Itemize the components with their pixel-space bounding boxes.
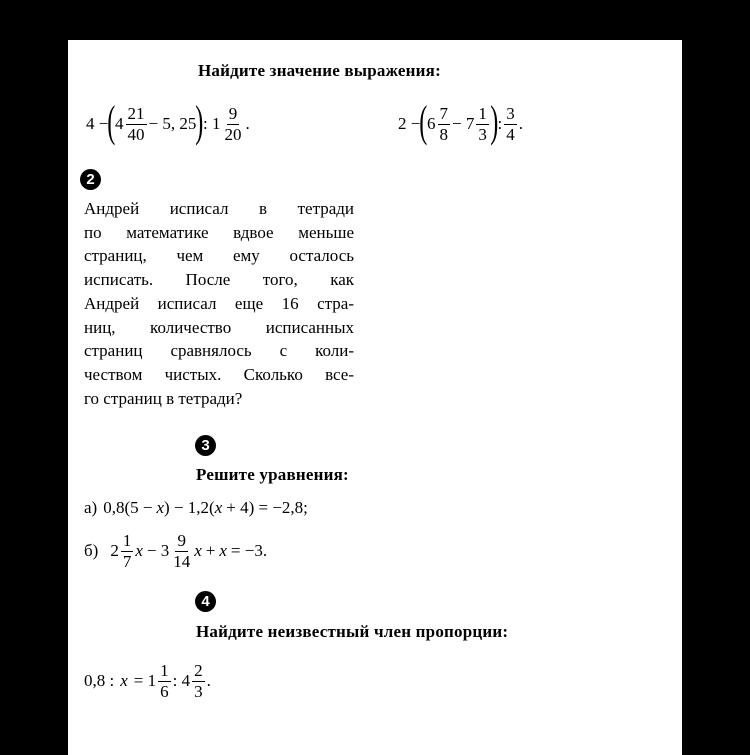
prop-colon: : 4 <box>172 671 191 690</box>
denominator: 4 <box>506 124 515 144</box>
fraction <box>192 662 205 701</box>
variable-x: x <box>156 498 165 517</box>
numerator: 1 <box>478 103 487 123</box>
variable-x: x <box>120 671 128 690</box>
numerator: 9 <box>177 530 186 550</box>
eq-a-label: а) <box>84 498 98 517</box>
numerator: 9 <box>228 103 238 123</box>
numerator: 21 <box>127 103 145 123</box>
eq-b-label: б) <box>84 541 99 560</box>
numerator: 1 <box>160 660 169 680</box>
fraction <box>126 105 147 144</box>
expr-b-whole1: 6 <box>427 114 436 133</box>
expression-b <box>398 94 523 154</box>
variable-x: x <box>214 498 223 517</box>
task3-badge: 3 <box>195 435 216 456</box>
eq-a-part3: + 4) = −2,8; <box>226 498 308 517</box>
task2-text <box>84 197 354 410</box>
prop-eq: = 1 <box>133 671 157 690</box>
fraction <box>171 532 192 571</box>
fraction <box>222 105 243 144</box>
eq-a-part2: ) − 1,2( <box>164 498 215 517</box>
fraction <box>504 105 517 144</box>
variable-x: x <box>219 541 227 560</box>
task1-title: Найдите значение выражения: <box>198 61 441 80</box>
right-paren: ) <box>195 97 204 146</box>
numerator: 2 <box>194 660 203 680</box>
denominator: 7 <box>122 551 132 571</box>
eq-b-end: = −3. <box>230 541 268 560</box>
denominator: 3 <box>478 124 487 144</box>
fraction <box>158 662 171 701</box>
expr-b-lead: 2 − <box>398 114 421 133</box>
fraction <box>438 105 451 144</box>
task2-badge: 2 <box>80 169 101 190</box>
fraction <box>476 105 489 144</box>
expr-a-divide: : 1 <box>203 114 221 133</box>
expr-a-lead: 4 − <box>86 114 109 133</box>
left-paren: ( <box>107 97 116 146</box>
denominator: 40 <box>127 124 145 144</box>
expression-a <box>86 94 250 154</box>
task3-title: Решите уравнения: <box>196 465 349 484</box>
text-line: страниц, чем ему осталось <box>84 246 354 266</box>
denominator: 20 <box>224 124 242 144</box>
text-line: по математике вдвое меньше <box>84 222 354 242</box>
eq-b-mid: − 3 <box>146 541 170 560</box>
equation-a <box>84 496 308 520</box>
expr-a-whole: 4 <box>115 114 124 133</box>
prop-end: . <box>206 671 211 690</box>
expr-b-end: . <box>518 114 523 133</box>
left-paren: ( <box>419 97 428 146</box>
denominator: 3 <box>194 681 203 701</box>
expr-a-minus: − 5, 25 <box>148 114 197 133</box>
text-line: страниц сравнялось с коли- <box>84 341 354 361</box>
variable-x: x <box>135 541 143 560</box>
fraction <box>121 532 134 571</box>
denominator: 8 <box>439 124 448 144</box>
prop-lead: 0,8 : <box>84 671 115 690</box>
eq-b-plus: + <box>205 541 216 560</box>
text-line: чеством чистых. Сколько все- <box>84 364 354 384</box>
proportion <box>84 654 211 708</box>
eq-b-whole1: 2 <box>110 541 119 560</box>
variable-x: x <box>194 541 202 560</box>
text-line: Андрей исписал еще 16 стра- <box>84 293 354 313</box>
numerator: 3 <box>506 103 515 123</box>
equation-b <box>84 525 267 577</box>
right-paren: ) <box>490 97 499 146</box>
denominator: 14 <box>173 551 191 571</box>
denominator: 6 <box>160 681 169 701</box>
numerator: 7 <box>439 103 448 123</box>
text-line: исписать. После того, как <box>84 270 354 290</box>
expr-b-minus: − 7 <box>452 114 475 133</box>
text-line: го страниц в тетради? <box>84 388 243 408</box>
eq-a-part1: 0,8(5 − <box>103 498 153 517</box>
worksheet-page <box>68 40 682 755</box>
numerator: 1 <box>122 530 132 550</box>
task4-badge: 4 <box>195 591 216 612</box>
text-line: ниц, количество исписанных <box>84 317 354 337</box>
task4-title: Найдите неизвестный член пропорции: <box>196 622 509 641</box>
text-line: Андрей исписал в тетради <box>84 199 354 218</box>
expr-a-end: . <box>245 114 250 133</box>
expr-b-divide: : <box>497 114 503 133</box>
